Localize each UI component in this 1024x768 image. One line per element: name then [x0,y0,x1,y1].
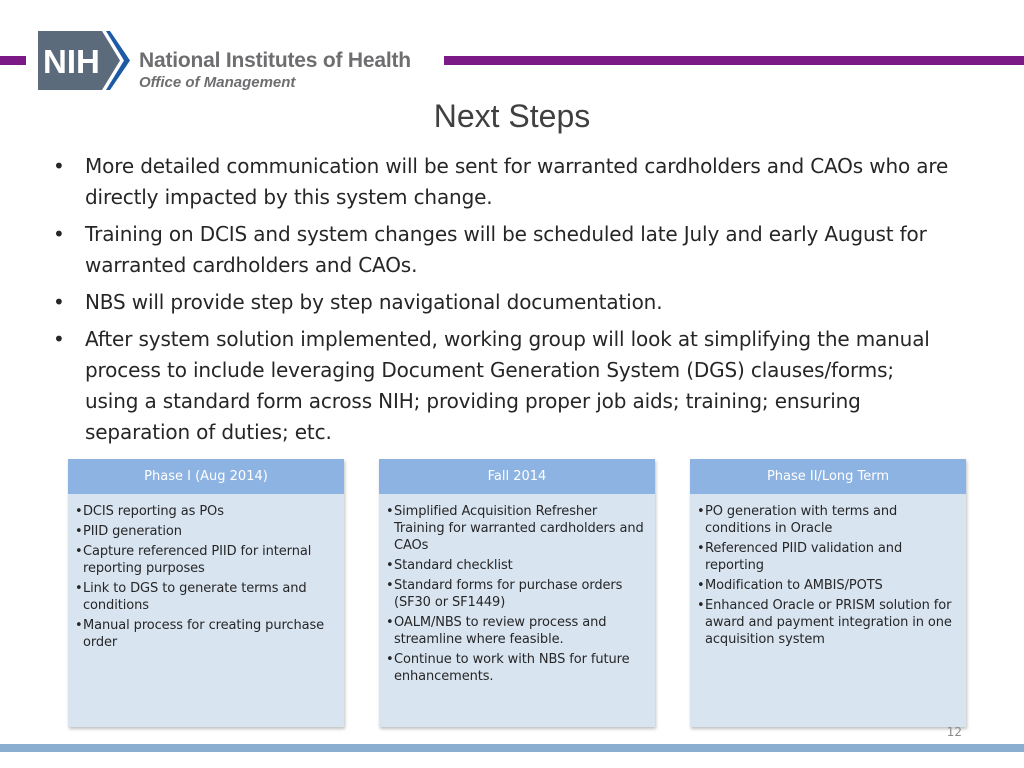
phase-two-item: • PO generation with terms and conditions in Oracle [699,503,957,537]
bullet-text: After system solution implemented, working group will look at simplifying the manual process to include leveraging Document Generation System (DGS) clauses/forms; using a standard form across NIH; providing proper job aids; training; ensuring separation of duties; etc. [85,327,930,444]
fall-2014-box [379,459,655,727]
phase-two-box [690,459,966,727]
fall-2014-list [388,503,646,685]
header-stripe-left [0,56,26,65]
phase-one-item: • PIID generation [77,523,335,540]
phase-two-item: • Modification to AMBIS/POTS [699,577,957,594]
phase-two-title: Phase II/Long Term [690,459,966,494]
header-stripe-right [444,56,1024,65]
phase-one-box [68,459,344,727]
bullet-list [50,151,950,454]
page-number: 12 [946,725,962,739]
phase-one-item: • Link to DGS to generate terms and conditions [77,580,335,614]
fall-2014-item: • Continue to work with NBS for future enhancements. [388,651,646,685]
bullet-item [50,287,950,318]
slide-title: Next Steps [433,98,591,134]
bullet-dot: • [53,154,65,178]
fall-2014-title: Fall 2014 [379,459,655,494]
phase-two-list [699,503,957,648]
bullet-dot: • [53,290,65,314]
org-subtitle: Office of Management [139,74,296,91]
bullet-dot: • [53,327,65,351]
phase-one-item: • DCIS reporting as POs [77,503,335,520]
logo-text: NIH [43,43,100,80]
fall-2014-item: • Standard forms for purchase orders (SF30 or SF1449) [388,577,646,611]
phase-two-item: • Referenced PIID validation and reporting [699,540,957,574]
fall-2014-item: • OALM/NBS to review process and streamline where feasible. [388,614,646,648]
bullet-dot: • [53,222,65,246]
phase-one-list [77,503,335,651]
phase-one-title: Phase I (Aug 2014) [68,459,344,494]
org-name: National Institutes of Health [139,49,411,72]
nih-logo [38,31,130,90]
phase-two-item: • Enhanced Oracle or PRISM solution for award and payment integration in one acquisition system [699,597,957,648]
phase-one-item: • Manual process for creating purchase order [77,617,335,651]
fall-2014-item: • Simplified Acquisition Refresher Training for warranted cardholders and CAOs [388,503,646,554]
phase-one-item: • Capture referenced PIID for internal reporting purposes [77,543,335,577]
bullet-text: Training on DCIS and system changes will be scheduled late July and early August for warranted cardholders and CAOs. [85,222,927,277]
bullet-item [50,324,950,448]
bullet-text: NBS will provide step by step navigational documentation. [85,290,663,314]
fall-2014-item: • Standard checklist [388,557,646,574]
bullet-item [50,151,950,213]
bullet-text: More detailed communication will be sent for warranted cardholders and CAOs who are directly impacted by this system change. [85,154,949,209]
bullet-item [50,219,950,281]
footer-bar [0,744,1024,752]
